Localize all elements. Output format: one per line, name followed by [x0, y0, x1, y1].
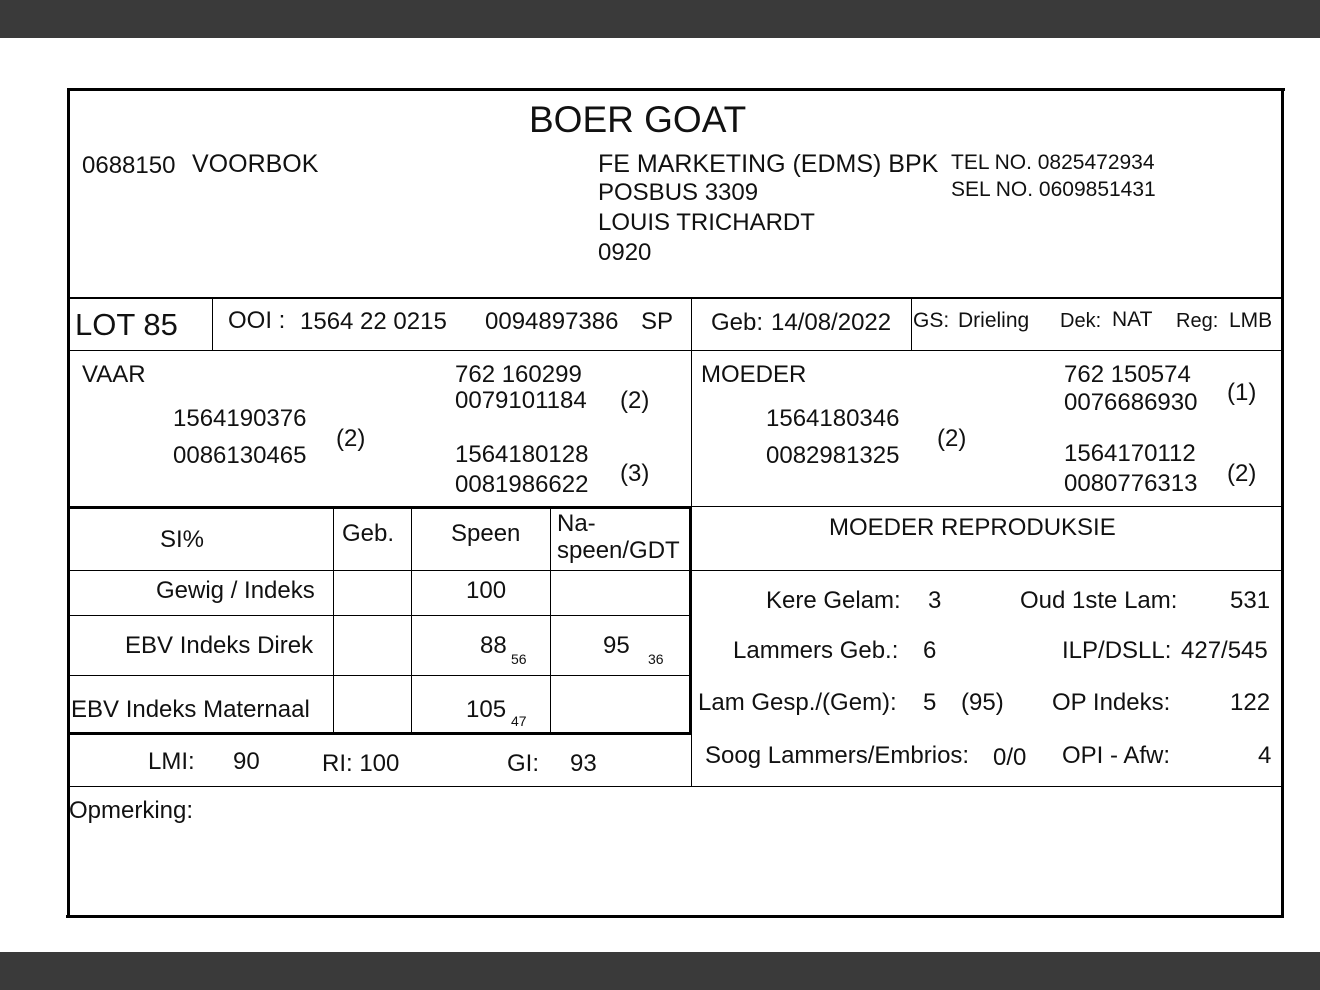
- sire-sire-grade: (2): [620, 387, 650, 414]
- sire-dam-grade: (3): [620, 460, 650, 487]
- gi-value: 93: [570, 750, 597, 777]
- ilp-dsll-label: ILP/DSLL:: [1062, 637, 1172, 664]
- opi-afw-label: OPI - Afw:: [1062, 742, 1171, 769]
- lam-gesp-label: Lam Gesp./(Gem):: [698, 689, 897, 716]
- dam-dam-id2: 0080776313: [1064, 470, 1198, 497]
- lam-gesp-avg: (95): [961, 689, 1004, 716]
- line-lot: [67, 350, 1284, 351]
- dek-label: Dek:: [1060, 310, 1102, 332]
- sire-dam-id2: 0081986622: [455, 471, 589, 498]
- line-header: [67, 297, 1284, 299]
- line-si-bottom: [67, 732, 692, 735]
- frame-right: [1281, 88, 1284, 918]
- oud-1ste-lam-label: Oud 1ste Lam:: [1020, 587, 1178, 614]
- lmi-label: LMI:: [148, 748, 195, 775]
- ilp-dsll-value: 427/545: [1181, 637, 1268, 664]
- reg-value: LMB: [1229, 309, 1273, 332]
- dam-id2: 0082981325: [766, 442, 900, 469]
- lammers-geb-label: Lammers Geb.:: [733, 637, 899, 664]
- row2-speen: 88: [480, 632, 507, 659]
- divider-speen: [550, 507, 551, 734]
- gs-value: Drieling: [958, 309, 1030, 332]
- soog-value: 0/0: [993, 744, 1027, 771]
- remarks-label: Opmerking:: [69, 797, 194, 824]
- lammers-geb-value: 6: [923, 637, 937, 664]
- gi-label: GI:: [507, 750, 540, 777]
- reproduction-title: MOEDER REPRODUKSIE: [829, 514, 1116, 541]
- line-si-header: [67, 570, 1284, 571]
- kere-gelam-value: 3: [928, 587, 942, 614]
- animal-code: 0688150: [82, 152, 176, 179]
- si-right-edge: [689, 507, 692, 735]
- divider-gs: [911, 298, 912, 351]
- oud-1ste-lam-value: 531: [1230, 587, 1271, 614]
- kere-gelam-label: Kere Gelam:: [766, 587, 901, 614]
- frame-bottom: [66, 915, 1282, 918]
- row2-naspeen: 95: [603, 632, 630, 659]
- birth-date: 14/08/2022: [771, 309, 892, 336]
- si-header: SI%: [160, 526, 205, 553]
- sire-sire-id1: 762 160299: [455, 361, 582, 388]
- geb-header: Geb.: [342, 520, 395, 547]
- divider-geb: [411, 507, 412, 734]
- birth-label: Geb:: [711, 309, 764, 336]
- dam-id1: 1564180346: [766, 405, 900, 432]
- ooi-id: 0094897386: [485, 308, 619, 335]
- line-row2: [67, 675, 692, 676]
- seller-name: FE MARKETING (EDMS) BPK: [598, 150, 939, 178]
- dam-sire-id2: 0076686930: [1064, 389, 1198, 416]
- sire-sire-id2: 0079101184: [455, 387, 587, 414]
- ri-label: RI: 100: [322, 750, 400, 777]
- dek-value: NAT: [1112, 308, 1153, 331]
- ooi-value: 1564 22 0215: [300, 308, 447, 335]
- bottom-bar: [0, 952, 1320, 990]
- row2-naspeen-sub: 36: [648, 651, 664, 667]
- speen-header: Speen: [451, 520, 521, 547]
- row3-speen-sub: 47: [511, 713, 527, 729]
- gs-label: GS:: [913, 309, 950, 332]
- divider-lot: [212, 298, 213, 351]
- dam-dam-id1: 1564170112: [1064, 440, 1196, 467]
- lam-gesp-value: 5: [923, 689, 937, 716]
- page-title: BOER GOAT: [529, 99, 747, 140]
- frame-top: [67, 88, 1285, 91]
- line-indices: [67, 786, 1284, 787]
- ooi-tag: SP: [641, 308, 674, 335]
- dam-dam-grade: (2): [1227, 460, 1257, 487]
- seller-tel: TEL NO. 0825472934: [951, 151, 1155, 174]
- sire-grade: (2): [336, 425, 366, 452]
- op-indeks-label: OP Indeks:: [1052, 689, 1171, 716]
- top-bar: [0, 0, 1320, 38]
- row1-speen: 100: [466, 577, 507, 604]
- reg-label: Reg:: [1176, 310, 1219, 332]
- lmi-value: 90: [233, 748, 260, 775]
- lot-label: LOT 85: [75, 307, 178, 342]
- row2-label: EBV Indeks Direk: [125, 632, 314, 659]
- row3-label: EBV Indeks Maternaal: [71, 696, 310, 723]
- animal-name: VOORBOK: [192, 150, 319, 178]
- opi-afw-value: 4: [1258, 742, 1272, 769]
- seller-address1: POSBUS 3309: [598, 179, 759, 206]
- seller-address2: LOUIS TRICHARDT: [598, 209, 815, 236]
- dam-sire-grade: (1): [1227, 379, 1257, 406]
- line-row1: [67, 615, 692, 616]
- naspeen-header: Na- speen/GDT: [557, 510, 680, 564]
- op-indeks-value: 122: [1230, 689, 1271, 716]
- row1-label: Gewig / Indeks: [156, 577, 315, 604]
- frame-left: [67, 88, 70, 918]
- dam-label: MOEDER: [701, 361, 807, 388]
- seller-postcode: 0920: [598, 239, 652, 266]
- row3-speen: 105: [466, 696, 507, 723]
- row2-speen-sub: 56: [511, 651, 527, 667]
- seller-sel: SEL NO. 0609851431: [951, 178, 1156, 201]
- ooi-label: OOI :: [228, 307, 286, 334]
- sire-id1: 1564190376: [173, 405, 307, 432]
- sire-dam-id1: 1564180128: [455, 441, 589, 468]
- sire-id2: 0086130465: [173, 442, 307, 469]
- sire-label: VAAR: [82, 361, 146, 388]
- soog-label: Soog Lammers/Embrios:: [705, 742, 970, 769]
- line-si-top: [67, 506, 692, 509]
- divider-si-label: [333, 507, 334, 734]
- dam-grade: (2): [937, 425, 967, 452]
- dam-sire-id1: 762 150574: [1064, 361, 1191, 388]
